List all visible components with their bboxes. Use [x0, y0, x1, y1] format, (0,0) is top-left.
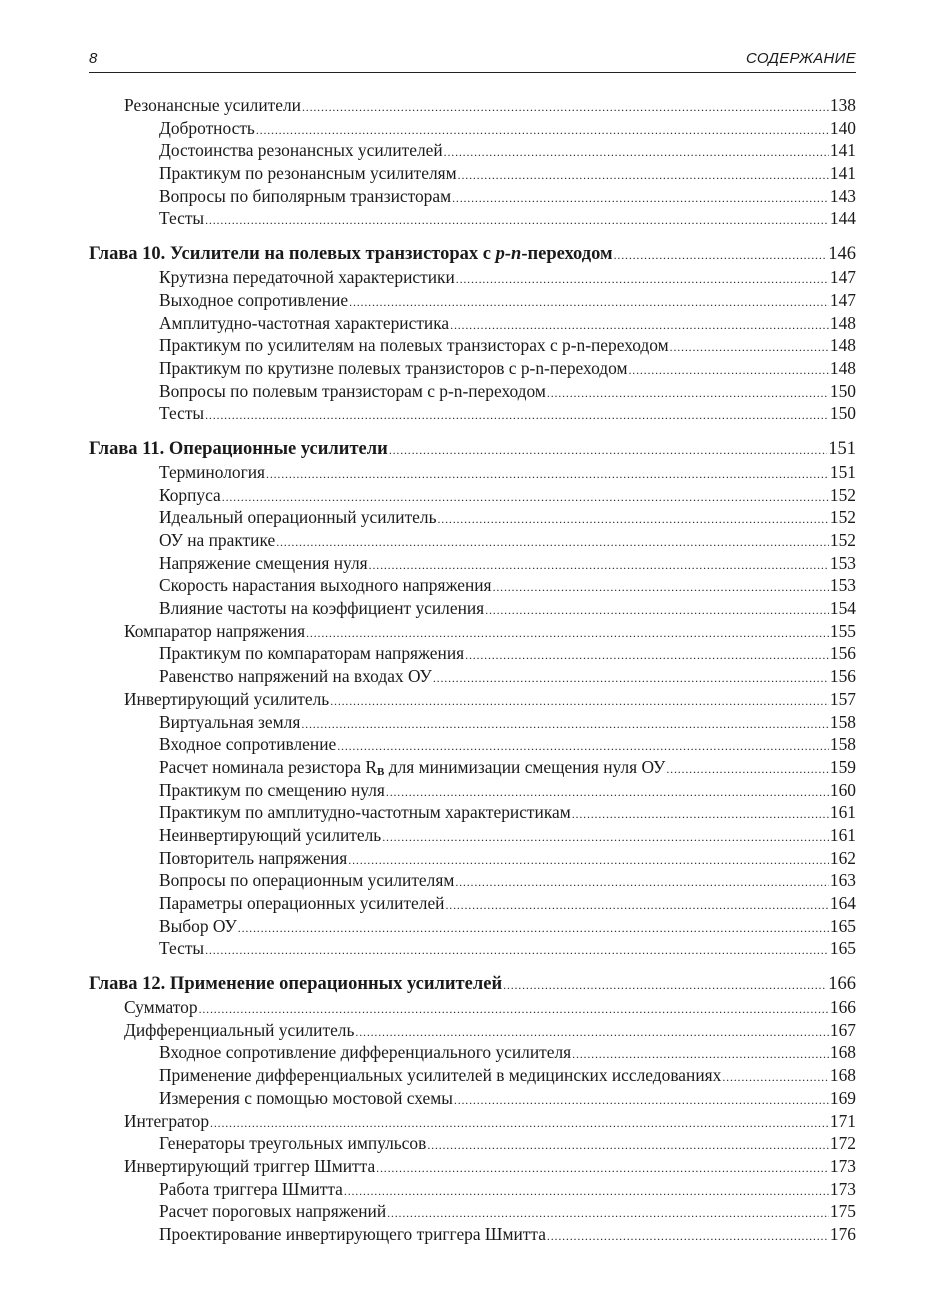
- toc-entry-title: Инвертирующий усилитель: [124, 688, 330, 709]
- toc-entry-title: Терминология: [159, 461, 266, 482]
- toc-page-number: 165: [829, 938, 856, 959]
- toc-page-number: 166: [829, 997, 856, 1018]
- toc-entry-title: Достоинства резонансных усилителей: [159, 140, 443, 161]
- toc-entry-title: Входное сопротивление: [159, 734, 337, 755]
- toc-page-number: 158: [829, 711, 856, 732]
- toc-page-number: 156: [829, 666, 856, 687]
- dot-leader: [452, 185, 829, 210]
- dot-leader: [266, 461, 829, 486]
- toc-entry[interactable]: [89, 207, 856, 230]
- toc-entry-title: Инвертирующий триггер Шмитта: [124, 1155, 376, 1176]
- dot-leader: [458, 162, 829, 187]
- toc-page-number: 141: [829, 140, 856, 161]
- toc-entry-title: Повторитель напряжения: [159, 847, 348, 868]
- toc-entry-title: Тесты: [159, 403, 205, 424]
- toc-page-number: 151: [829, 461, 856, 482]
- dot-leader: [614, 242, 828, 267]
- toc-page-number: 160: [829, 779, 856, 800]
- toc-page-number: 140: [829, 117, 856, 138]
- dot-leader: [427, 1132, 829, 1157]
- dot-leader: [547, 1223, 829, 1248]
- toc-page-number: 153: [829, 575, 856, 596]
- dot-leader: [344, 1178, 829, 1203]
- toc-entry-title: Глава 12. Применение операционных усилителей: [89, 974, 503, 995]
- toc-entry[interactable]: [89, 620, 856, 643]
- toc-entry-title: Скорость нарастания выходного напряжения: [159, 575, 492, 596]
- toc-entry[interactable]: [89, 402, 856, 425]
- section-title: СОДЕРЖАНИЕ: [745, 50, 856, 67]
- dot-leader: [386, 779, 829, 804]
- toc-entry[interactable]: [89, 117, 856, 140]
- toc-entry-title-italic: p-n: [495, 244, 522, 265]
- toc-entry[interactable]: [89, 915, 856, 938]
- toc-entry[interactable]: [89, 1064, 856, 1087]
- toc-page-number: 168: [829, 1065, 856, 1086]
- dot-leader: [205, 207, 829, 232]
- toc-entry[interactable]: [89, 1178, 856, 1201]
- toc-entry-title: Входное сопротивление дифференциального усилителя: [159, 1042, 572, 1063]
- toc-entry-title: Идеальный операционный усилитель: [159, 507, 437, 528]
- dot-leader: [493, 574, 829, 599]
- dot-leader: [450, 312, 829, 337]
- toc-page-number: 163: [829, 870, 856, 891]
- toc-entry-title: Глава 11. Операционные усилители: [89, 438, 388, 459]
- toc-entry-title: Вопросы по биполярным транзисторам: [159, 185, 452, 206]
- dot-leader: [503, 972, 827, 997]
- dot-leader: [547, 380, 829, 405]
- dot-leader: [205, 937, 829, 962]
- dot-leader: [454, 1087, 829, 1112]
- dot-leader: [485, 597, 829, 622]
- dot-leader: [276, 529, 829, 554]
- dot-leader: [348, 847, 829, 872]
- dot-leader: [389, 437, 827, 462]
- toc-page-number: 172: [829, 1133, 856, 1154]
- toc-page-number: 161: [829, 824, 856, 845]
- toc-page-number: 150: [829, 380, 856, 401]
- dot-leader: [387, 1200, 829, 1225]
- dot-leader: [355, 1019, 828, 1044]
- dot-leader: [666, 756, 829, 781]
- dot-leader: [382, 824, 829, 849]
- toc-entry-title: Крутизна передаточной характеристики: [159, 267, 455, 288]
- dot-leader: [628, 357, 828, 382]
- toc-page-number: 146: [828, 244, 856, 265]
- toc-entry[interactable]: [89, 711, 856, 734]
- dot-leader: [455, 869, 829, 894]
- dot-leader: [337, 733, 829, 758]
- toc-page-number: 158: [829, 734, 856, 755]
- dot-leader: [302, 94, 829, 119]
- table-of-contents: [89, 94, 856, 1246]
- toc-entry-title-part: Расчет номинала резистора R: [159, 756, 378, 777]
- toc-entry[interactable]: [89, 139, 856, 162]
- dot-leader: [572, 801, 829, 826]
- toc-entry-title: Тесты: [159, 938, 205, 959]
- dot-leader: [438, 506, 829, 531]
- toc-page-number: 148: [829, 312, 856, 333]
- toc-page-number: 147: [829, 267, 856, 288]
- toc-page-number: 148: [829, 357, 856, 378]
- toc-page-number: 157: [829, 688, 856, 709]
- toc-page-number: 161: [829, 802, 856, 823]
- toc-entry-title: Резонансные усилители: [124, 95, 301, 115]
- toc-entry-title-part: -переходом: [521, 244, 613, 265]
- dot-leader: [465, 642, 829, 667]
- toc-entry[interactable]: [89, 506, 856, 529]
- dot-leader: [722, 1064, 829, 1089]
- toc-entry-title: Сумматор: [124, 997, 198, 1018]
- toc-entry-title: Равенство напряжений на входах ОУ: [159, 666, 432, 687]
- dot-leader: [238, 915, 829, 940]
- toc-page-number: 164: [829, 893, 856, 913]
- toc-entry-title: Вопросы по полевым транзисторам с p-n-переходом: [159, 380, 546, 401]
- toc-entry[interactable]: [89, 733, 856, 756]
- toc-entry-title: Интегратор: [124, 1110, 210, 1131]
- toc-page-number: 144: [829, 208, 856, 229]
- toc-entry[interactable]: [89, 1110, 856, 1133]
- toc-entry[interactable]: [89, 1200, 856, 1223]
- toc-entry-title: Параметры операционных усилителей: [159, 893, 445, 913]
- toc-entry-title: Компаратор напряжения: [124, 620, 306, 641]
- toc-page-number: 168: [829, 1042, 856, 1063]
- dot-leader: [256, 117, 829, 142]
- toc-entry-title-part: для минимизации смещения нуля ОУ: [384, 756, 666, 777]
- toc-page-number: 153: [829, 552, 856, 573]
- toc-entry-title: Дифференциальный усилитель: [124, 1019, 355, 1040]
- toc-chapter-entry[interactable]: [89, 437, 856, 461]
- toc-entry[interactable]: [89, 642, 856, 665]
- toc-entry[interactable]: [89, 357, 856, 380]
- toc-page-number: 167: [829, 1019, 856, 1040]
- page-number: 8: [89, 50, 98, 67]
- toc-entry[interactable]: [89, 688, 856, 711]
- toc-entry[interactable]: [89, 162, 856, 185]
- toc-entry-title: Практикум по амплитудно-частотным характеристикам: [159, 802, 571, 823]
- toc-page-number: 175: [829, 1201, 856, 1222]
- toc-entry[interactable]: [89, 529, 856, 552]
- toc-page-number: 150: [829, 403, 856, 424]
- toc-entry[interactable]: [89, 779, 856, 802]
- toc-entry[interactable]: [89, 996, 856, 1019]
- toc-page-number: 162: [829, 847, 856, 868]
- toc-entry-title: Практикум по крутизне полевых транзисторов с p-n-переходом: [159, 357, 628, 378]
- toc-entry-title: Корпуса: [159, 484, 221, 505]
- toc-entry[interactable]: [89, 185, 856, 208]
- toc-page-number: 173: [829, 1155, 856, 1176]
- toc-entry[interactable]: [89, 892, 856, 915]
- toc-entry-title: Добротность: [159, 117, 255, 138]
- toc-entry[interactable]: [89, 1132, 856, 1155]
- toc-chapter-entry[interactable]: [89, 242, 856, 266]
- toc-page-number: 156: [829, 643, 856, 664]
- toc-entry[interactable]: [89, 1019, 856, 1042]
- toc-entry[interactable]: [89, 574, 856, 597]
- toc-entry-title-part: Глава 10. Усилители на полевых транзисторах с: [89, 244, 496, 265]
- toc-page-number: 166: [828, 974, 856, 995]
- toc-entry[interactable]: [89, 312, 856, 335]
- dot-leader: [456, 266, 829, 291]
- toc-entry[interactable]: [89, 597, 856, 620]
- toc-entry[interactable]: [89, 847, 856, 870]
- toc-page-number: 151: [828, 438, 856, 459]
- toc-entry-title: Проектирование инвертирующего триггера Шмитта: [159, 1223, 546, 1244]
- dot-leader: [210, 1110, 829, 1135]
- toc-entry[interactable]: [89, 461, 856, 484]
- dot-leader: [330, 688, 829, 713]
- toc-page-number: 176: [829, 1223, 856, 1244]
- toc-page-number: 141: [829, 163, 856, 184]
- dot-leader: [199, 996, 829, 1021]
- dot-leader: [349, 289, 829, 314]
- toc-page-number: 155: [829, 620, 856, 641]
- toc-entry[interactable]: [89, 801, 856, 824]
- toc-page-number: 169: [829, 1087, 856, 1108]
- toc-entry[interactable]: [89, 484, 856, 507]
- toc-page-number: 154: [829, 598, 856, 619]
- dot-leader: [670, 334, 829, 359]
- toc-entry[interactable]: [89, 1223, 856, 1246]
- toc-entry-title: Практикум по резонансным усилителям: [159, 163, 457, 184]
- dot-leader: [301, 711, 829, 736]
- toc-entry[interactable]: [89, 552, 856, 575]
- toc-entry-title: Расчет пороговых напряжений: [159, 1201, 387, 1222]
- dot-leader: [306, 620, 829, 645]
- toc-entry-title: Амплитудно-частотная характеристика: [159, 312, 450, 333]
- toc-entry-title: Практикум по усилителям на полевых транзисторах с p-n-переходом: [159, 335, 669, 356]
- toc-page-number: 148: [829, 335, 856, 356]
- toc-entry-title-subscript: B: [377, 765, 385, 778]
- toc-page-number: 152: [829, 530, 856, 550]
- toc-entry-title: Применение дифференциальных усилителей в медицинских исследованиях: [159, 1065, 722, 1086]
- toc-page-number: 147: [829, 289, 856, 310]
- toc-entry-title: [89, 242, 613, 266]
- toc-entry[interactable]: [89, 380, 856, 403]
- toc-entry[interactable]: [89, 756, 856, 779]
- toc-entry-title: Неинвертирующий усилитель: [159, 824, 382, 845]
- toc-entry[interactable]: [89, 266, 856, 289]
- toc-page-number: 165: [829, 915, 856, 936]
- page-header: [89, 50, 856, 73]
- toc-entry-title: Выбор ОУ: [159, 915, 237, 936]
- dot-leader: [444, 139, 829, 164]
- toc-entry[interactable]: [89, 869, 856, 892]
- toc-entry-title: ОУ на практике: [159, 530, 276, 550]
- toc-page-number: 152: [829, 507, 856, 528]
- toc-page-number: 159: [829, 756, 856, 777]
- toc-entry[interactable]: [89, 289, 856, 312]
- dot-leader: [205, 402, 829, 427]
- toc-entry-title: Измерения с помощью мостовой схемы: [159, 1087, 453, 1108]
- dot-leader: [433, 665, 829, 690]
- toc-page-number: 152: [829, 484, 856, 505]
- toc-entry-title: Тесты: [159, 208, 205, 229]
- toc-entry[interactable]: [89, 1087, 856, 1110]
- toc-page-number: 171: [829, 1110, 856, 1131]
- toc-entry[interactable]: [89, 937, 856, 960]
- toc-entry[interactable]: [89, 1041, 856, 1064]
- toc-entry-title: Выходное сопротивление: [159, 289, 349, 310]
- dot-leader: [572, 1041, 829, 1066]
- toc-entry-title: Виртуальная земля: [159, 711, 301, 732]
- toc-page-number: 143: [829, 185, 856, 206]
- toc-page-number: 138: [829, 95, 856, 115]
- toc-entry-title: Практикум по компараторам напряжения: [159, 643, 465, 664]
- dot-leader: [376, 1155, 829, 1180]
- toc-entry[interactable]: [89, 1155, 856, 1178]
- toc-entry-title: Работа триггера Шмитта: [159, 1178, 343, 1199]
- toc-entry-title: Влияние частоты на коэффициент усиления: [159, 598, 485, 619]
- toc-entry[interactable]: [89, 334, 856, 357]
- toc-page-number: 173: [829, 1178, 856, 1199]
- toc-entry-title: Генераторы треугольных импульсов: [159, 1133, 427, 1154]
- toc-entry-title: Практикум по смещению нуля: [159, 779, 385, 800]
- toc-entry[interactable]: [89, 665, 856, 688]
- toc-chapter-entry[interactable]: [89, 972, 856, 996]
- toc-entry[interactable]: [89, 824, 856, 847]
- toc-entry-title: Вопросы по операционным усилителям: [159, 870, 455, 891]
- toc-entry-title: Напряжение смещения нуля: [159, 552, 368, 573]
- dot-leader: [445, 892, 828, 917]
- dot-leader: [222, 484, 829, 509]
- dot-leader: [369, 552, 829, 577]
- toc-entry[interactable]: [89, 94, 856, 117]
